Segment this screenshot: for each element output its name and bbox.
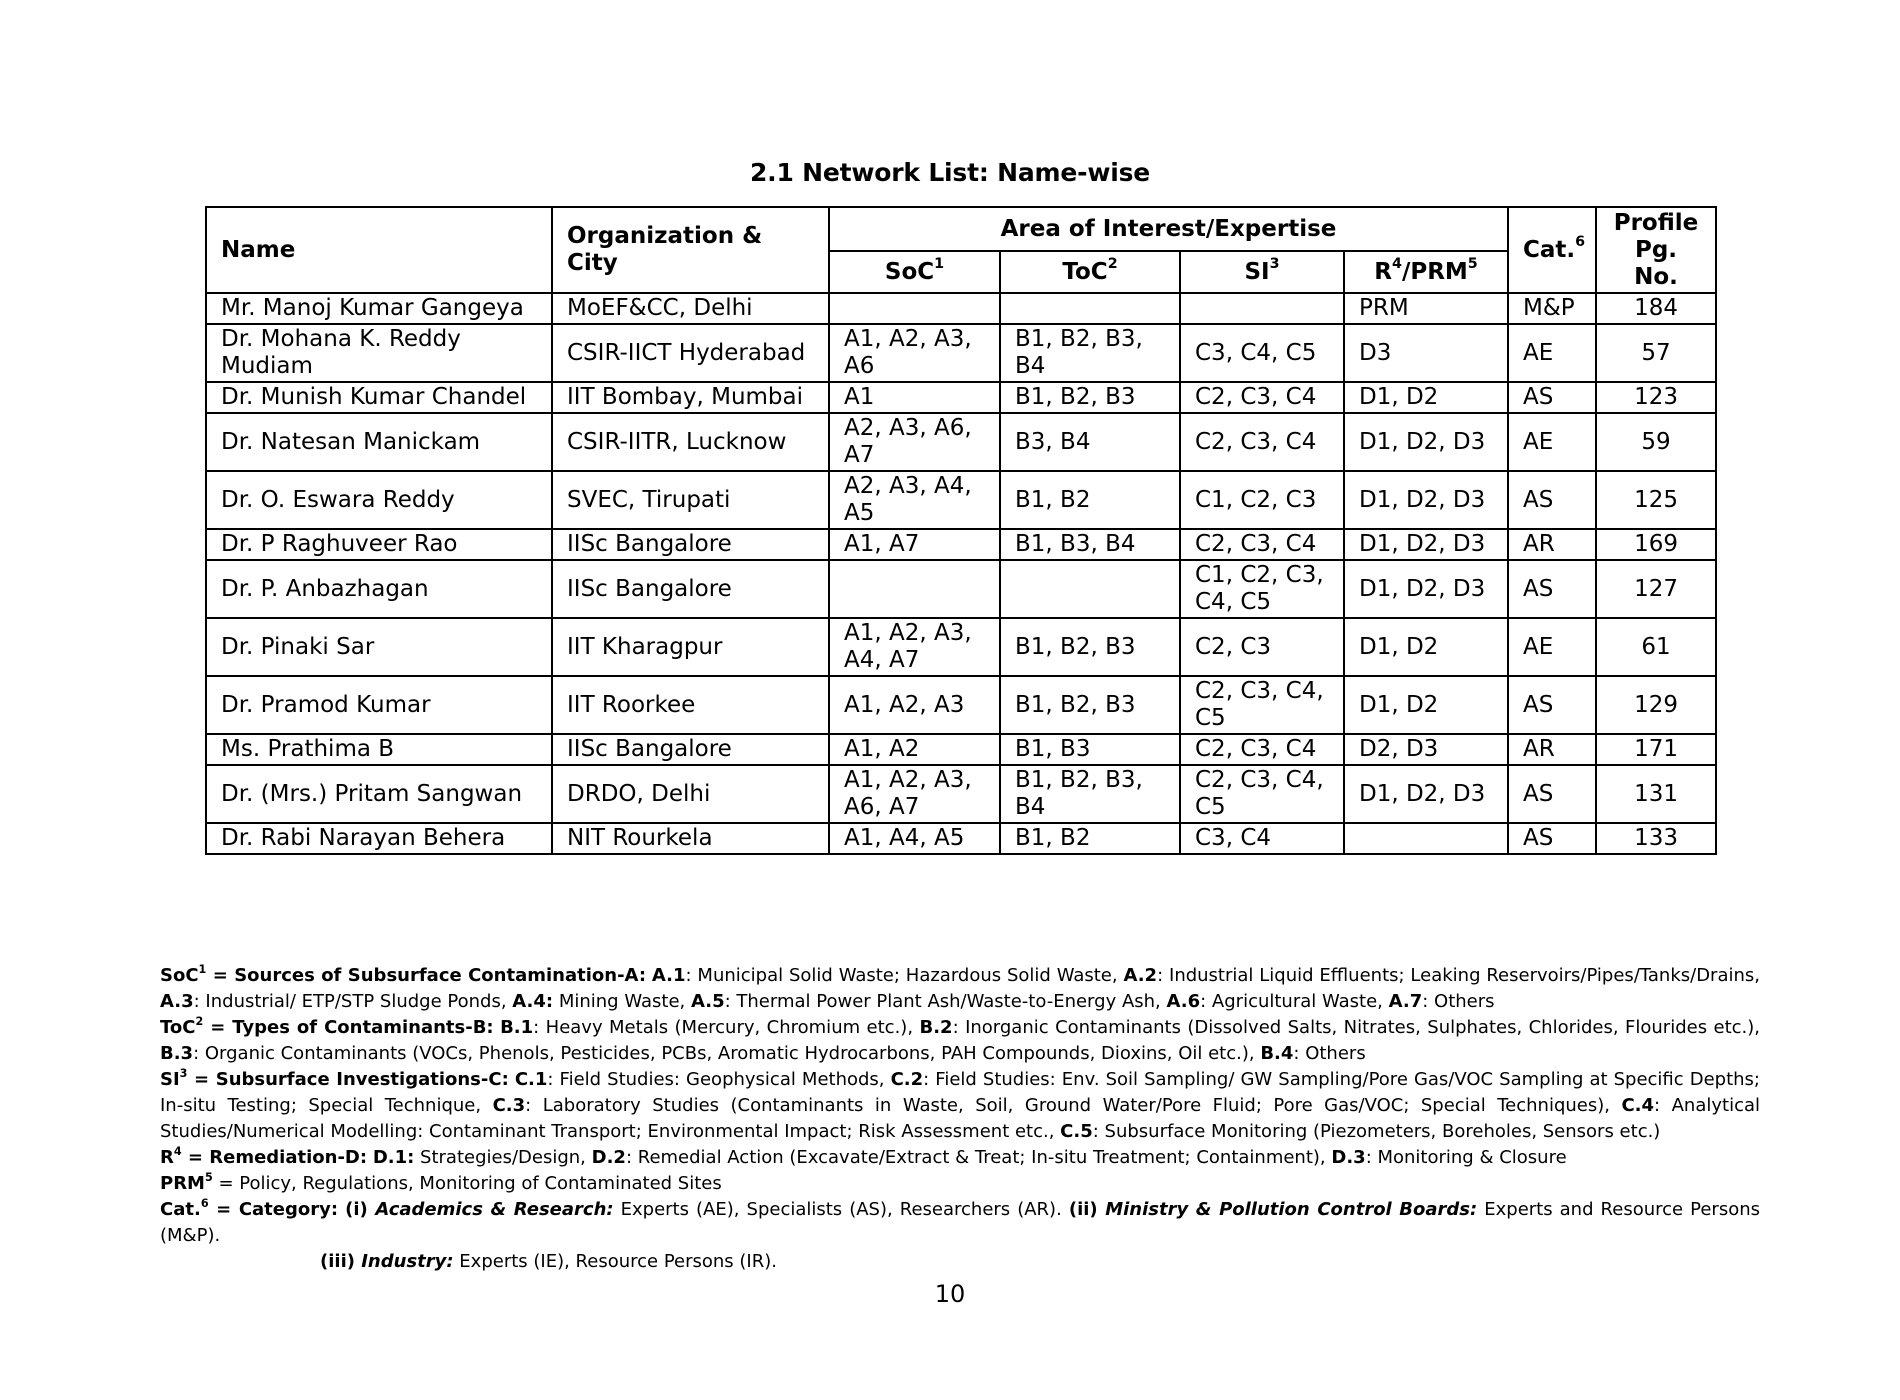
cell-profile-page: 57	[1596, 324, 1716, 382]
cell-category: AS	[1508, 560, 1596, 618]
cell-profile-page: 169	[1596, 529, 1716, 560]
cell-organization: IISc Bangalore	[552, 560, 829, 618]
cell-toc: B1, B3, B4	[1000, 529, 1180, 560]
header-toc: ToC$^2$	[1000, 251, 1180, 293]
cell-organization: CSIR-IITR, Lucknow	[552, 413, 829, 471]
note-key: C.1	[514, 1069, 548, 1090]
note-key: C.3	[492, 1095, 526, 1116]
note-prm: $PRM^5$ = Policy, Regulations, Monitoring of Contaminated Sites	[160, 1170, 722, 1194]
cell-soc: A1, A2, A3, A6, A7	[829, 765, 1000, 823]
cell-si: C2, C3, C4, C5	[1180, 676, 1344, 734]
page-title: 2.1 Network List: Name-wise	[749, 158, 1151, 187]
note-si: $SI^3$ = Subsurface Investigations-C: C.1: Field Studies: Geophysical Methods, C.2: Field Studies: Env. Soil Sampling/ GW Sampling/Pore Gas/VOC Sampling at Specific Depths; In-situ Testing; Special Technique, C.3: Laboratory Studies (Contaminants in Waste, Soil, Ground Water/Pore Fluid; Pore Gas/VOC; Special Techniques), C.4: Analytical Studies/Numerical Modelling: Contaminant Transport; Environmental Impact; Risk Assessment etc., C.5: Subsurface Monitoring (Piezometers, Boreholes, Sensors etc.)	[160, 1066, 1760, 1142]
note-value: : Organic Contaminants (VOCs, Phenols, Pesticides, PCBs, Aromatic Hydrocarbons, PAH Compounds, Dioxins, Oil etc.),	[193, 1043, 1261, 1064]
cell-profile-page: 184	[1596, 293, 1716, 324]
cell-remediation: D3	[1344, 324, 1508, 382]
cell-category: AS	[1508, 765, 1596, 823]
cell-profile-page: 131	[1596, 765, 1716, 823]
cell-organization: DRDO, Delhi	[552, 765, 829, 823]
cell-name: Dr. Pinaki Sar	[206, 618, 552, 676]
cell-remediation: D1, D2, D3	[1344, 529, 1508, 560]
cell-profile-page: 123	[1596, 382, 1716, 413]
cell-name: Dr. P. Anbazhagan	[206, 560, 552, 618]
cell-category: AE	[1508, 324, 1596, 382]
note-category: Cat.$^6$ = Category: (i) Academics & Research: Experts (AE), Specialists (AS), Researchers (AR). (ii) Ministry & Pollution Control Boards: Experts and Resource Persons (M&P).	[160, 1196, 1760, 1246]
cell-category: AR	[1508, 734, 1596, 765]
table-row	[206, 765, 1716, 823]
cell-remediation	[1344, 823, 1508, 854]
cell-si	[1180, 293, 1344, 324]
cell-remediation: D1, D2, D3	[1344, 471, 1508, 529]
note-value: : Thermal Power Plant Ash/Waste-to-Energy Ash,	[724, 991, 1167, 1012]
table-row	[206, 618, 1716, 676]
page-number: 10	[934, 1280, 966, 1308]
cell-name: Dr. Munish Kumar Chandel	[206, 382, 552, 413]
cell-profile-page: 171	[1596, 734, 1716, 765]
note-soc: SoC$^1$ = Sources of Subsurface Contamination-A: A.1: Municipal Solid Waste; Hazardous Solid Waste, A.2: Industrial Liquid Effluents; Leaking Reservoirs/Pipes/Tanks/Drains, A.3: Industrial/ ETP/STP Sludge Ponds, A.4: Mining Waste, A.5: Thermal Power Plant Ash/Waste-to-Energy Ash, A.6: Agricultural Waste, A.7: Others	[160, 962, 1760, 1012]
cell-remediation: PRM	[1344, 293, 1508, 324]
cell-name: Dr. (Mrs.) Pritam Sangwan	[206, 765, 552, 823]
note-key: D.2	[591, 1147, 626, 1168]
table-row	[206, 823, 1716, 854]
cell-soc: A1, A4, A5	[829, 823, 1000, 854]
header-name: Name	[206, 207, 552, 293]
note-value: : Field Studies: Geophysical Methods,	[547, 1069, 891, 1090]
table-body	[206, 293, 1716, 854]
note-key: A.4:	[512, 991, 554, 1012]
footnotes	[160, 963, 1760, 1275]
cell-remediation: D1, D2	[1344, 382, 1508, 413]
note-key: B.2	[919, 1017, 953, 1038]
table-row	[206, 560, 1716, 618]
note-key: C.4	[1621, 1095, 1655, 1116]
note-key: A.3	[160, 991, 194, 1012]
cell-profile-page: 129	[1596, 676, 1716, 734]
cell-toc: B1, B2, B3	[1000, 618, 1180, 676]
cell-toc: B1, B2, B3, B4	[1000, 324, 1180, 382]
note-key: A.7	[1388, 991, 1423, 1012]
table-row	[206, 324, 1716, 382]
cell-category: AS	[1508, 382, 1596, 413]
cell-soc: A2, A3, A4, A5	[829, 471, 1000, 529]
note-value: : Heavy Metals (Mercury, Chromium etc.),	[533, 1017, 920, 1038]
note-toc: ToC$^2$ = Types of Contaminants-B: B.1: Heavy Metals (Mercury, Chromium etc.), B.2: Inorganic Contaminants (Dissolved Salts, Nitrates, Sulphates, Chlorides, Flourides etc.), B.3: Organic Contaminants (VOCs, Phenols, Pesticides, PCBs, Aromatic Hydrocarbons, PAH Compounds, Dioxins, Oil etc.), B.4: Others	[160, 1014, 1761, 1064]
header-profile-page: Profile Pg. No.	[1596, 207, 1716, 293]
note-key: B.4	[1260, 1043, 1294, 1064]
cell-remediation: D1, D2, D3	[1344, 765, 1508, 823]
note-value: : Laboratory Studies (Contaminants in Waste, Soil, Ground Water/Pore Fluid; Pore Gas/VOC; Special Techniques),	[525, 1095, 1622, 1116]
cell-soc: A1, A7	[829, 529, 1000, 560]
cell-category: AS	[1508, 676, 1596, 734]
cell-name: Dr. P Raghuveer Rao	[206, 529, 552, 560]
cell-remediation: D1, D2, D3	[1344, 560, 1508, 618]
header-soc: SoC$^1$	[829, 251, 1000, 293]
cell-toc	[1000, 560, 1180, 618]
cell-profile-page: 125	[1596, 471, 1716, 529]
cell-category: AR	[1508, 529, 1596, 560]
cell-organization: IIT Kharagpur	[552, 618, 829, 676]
note-value: : Remedial Action (Excavate/Extract & Treat; In-situ Treatment; Containment),	[625, 1147, 1332, 1168]
header-remediation: $R^4/PRM^5$	[1344, 251, 1508, 293]
cell-si: C2, C3, C4, C5	[1180, 765, 1344, 823]
cell-soc	[829, 293, 1000, 324]
header-category: Cat.$^6$	[1508, 207, 1596, 293]
note-key: C.5	[1060, 1121, 1093, 1142]
cell-si: C1, C2, C3	[1180, 471, 1344, 529]
note-value: Strategies/Design,	[414, 1147, 592, 1168]
cell-soc: A2, A3, A6, A7	[829, 413, 1000, 471]
cell-si: C2, C3, C4	[1180, 734, 1344, 765]
cell-soc: A1, A2, A3	[829, 676, 1000, 734]
cell-profile-page: 59	[1596, 413, 1716, 471]
cell-toc: B3, B4	[1000, 413, 1180, 471]
cell-organization: CSIR-IICT Hyderabad	[552, 324, 829, 382]
note-value: : Municipal Solid Waste; Hazardous Solid Waste,	[685, 965, 1124, 986]
note-value: : Industrial Liquid Effluents; Leaking Reservoirs/Pipes/Tanks/Drains,	[1157, 965, 1760, 986]
note-key: D.1:	[372, 1147, 415, 1168]
cell-name: Ms. Prathima B	[206, 734, 552, 765]
cell-soc: A1, A2	[829, 734, 1000, 765]
cell-organization: NIT Rourkela	[552, 823, 829, 854]
note-key: A.2	[1123, 965, 1158, 986]
note-key: B.1	[500, 1017, 534, 1038]
cell-si: C3, C4, C5	[1180, 324, 1344, 382]
cell-name: Dr. O. Eswara Reddy	[206, 471, 552, 529]
cell-organization: IIT Roorkee	[552, 676, 829, 734]
note-key: B.3	[160, 1043, 194, 1064]
cell-soc	[829, 560, 1000, 618]
cell-category: AS	[1508, 471, 1596, 529]
cell-organization: IISc Bangalore	[552, 529, 829, 560]
note-value: : Monitoring & Closure	[1365, 1147, 1567, 1168]
header-organization: Organization & City	[552, 207, 829, 293]
cell-soc: A1, A2, A3, A6	[829, 324, 1000, 382]
table-row	[206, 293, 1716, 324]
note-remediation: $R^4$ = Remediation-D: D.1: Strategies/Design, D.2: Remedial Action (Excavate/Extract & Treat; In-situ Treatment; Containment), D.3: Monitoring & Closure	[160, 1144, 1567, 1168]
note-value: : Field Studies: Env. Soil Sampling/ GW Sampling/Pore Gas/VOC Sampling at Specific Depths; In-situ Testing; Special Technique,	[160, 1069, 1760, 1116]
table-row	[206, 734, 1716, 765]
header-si: $SI^3$	[1180, 251, 1344, 293]
note-value: : Analytical Studies/Numerical Modelling: Contaminant Transport; Environmental Impact; Risk Assessment etc.,	[160, 1095, 1760, 1142]
cell-name: Mr. Manoj Kumar Gangeya	[206, 293, 552, 324]
table-row	[206, 471, 1716, 529]
table-row	[206, 413, 1716, 471]
cell-name: Dr. Pramod Kumar	[206, 676, 552, 734]
cell-profile-page: 61	[1596, 618, 1716, 676]
cell-si: C2, C3, C4	[1180, 413, 1344, 471]
cell-toc: B1, B2, B3	[1000, 676, 1180, 734]
cell-toc: B1, B3	[1000, 734, 1180, 765]
cell-remediation: D1, D2	[1344, 676, 1508, 734]
note-value: : Agricultural Waste,	[1200, 991, 1389, 1012]
cell-soc: A1, A2, A3, A4, A7	[829, 618, 1000, 676]
note-value: : Subsurface Monitoring (Piezometers, Boreholes, Sensors etc.)	[1092, 1121, 1661, 1142]
cell-toc: B1, B2, B3	[1000, 382, 1180, 413]
cell-category: AE	[1508, 413, 1596, 471]
cell-remediation: D1, D2	[1344, 618, 1508, 676]
cell-si: C2, C3	[1180, 618, 1344, 676]
cell-toc: B1, B2	[1000, 823, 1180, 854]
note-value: : Inorganic Contaminants (Dissolved Salts, Nitrates, Sulphates, Chlorides, Flourides etc.),	[952, 1017, 1761, 1038]
header-area-of-interest: Area of Interest/Expertise	[829, 207, 1508, 251]
cell-remediation: D1, D2, D3	[1344, 413, 1508, 471]
cell-profile-page: 127	[1596, 560, 1716, 618]
cell-si: C2, C3, C4	[1180, 529, 1344, 560]
cell-toc	[1000, 293, 1180, 324]
cell-organization: SVEC, Tirupati	[552, 471, 829, 529]
note-key: A.6	[1166, 991, 1201, 1012]
note-value: Mining Waste,	[553, 991, 691, 1012]
note-value: : Others	[1293, 1043, 1366, 1064]
cell-si: C1, C2, C3, C4, C5	[1180, 560, 1344, 618]
note-key: D.3	[1331, 1147, 1366, 1168]
cell-name: Dr. Natesan Manickam	[206, 413, 552, 471]
cell-name: Dr. Mohana K. Reddy Mudiam	[206, 324, 552, 382]
note-key: A.1	[651, 965, 686, 986]
cell-name: Dr. Rabi Narayan Behera	[206, 823, 552, 854]
cell-profile-page: 133	[1596, 823, 1716, 854]
note-value: : Others	[1422, 991, 1495, 1012]
note-value: : Industrial/ ETP/STP Sludge Ponds,	[193, 991, 513, 1012]
note-category-industry: (iii) Industry: Experts (IE), Resource Persons (IR).	[320, 1251, 777, 1272]
cell-organization: MoEF&CC, Delhi	[552, 293, 829, 324]
cell-category: AE	[1508, 618, 1596, 676]
cell-si: C3, C4	[1180, 823, 1344, 854]
cell-organization: IISc Bangalore	[552, 734, 829, 765]
cell-category: M&P	[1508, 293, 1596, 324]
note-key: C.2	[890, 1069, 924, 1090]
network-table	[205, 206, 1717, 855]
cell-toc: B1, B2	[1000, 471, 1180, 529]
cell-remediation: D2, D3	[1344, 734, 1508, 765]
table-row	[206, 529, 1716, 560]
cell-category: AS	[1508, 823, 1596, 854]
note-key: A.5	[690, 991, 725, 1012]
table-row	[206, 382, 1716, 413]
table-row	[206, 676, 1716, 734]
cell-toc: B1, B2, B3, B4	[1000, 765, 1180, 823]
cell-organization: IIT Bombay, Mumbai	[552, 382, 829, 413]
cell-soc: A1	[829, 382, 1000, 413]
cell-si: C2, C3, C4	[1180, 382, 1344, 413]
